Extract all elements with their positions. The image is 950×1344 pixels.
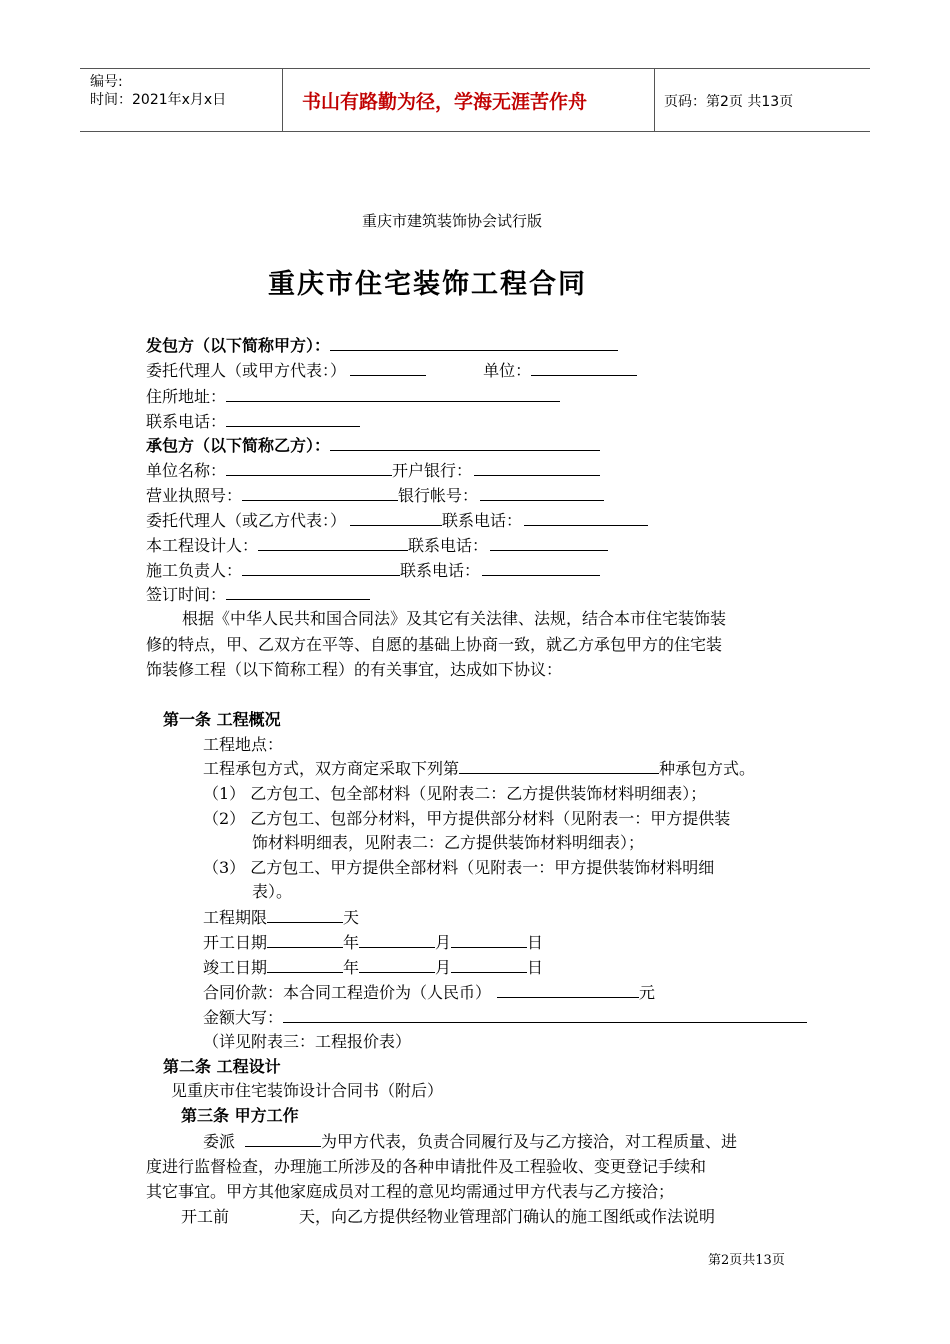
party-a-row xyxy=(146,333,618,356)
option-1: （1） 乙方包工、包全部材料（见附表二：乙方提供装饰材料明细表）； xyxy=(203,784,707,803)
price-row xyxy=(203,980,655,1003)
sign-time-label: 签订时间： xyxy=(146,585,227,604)
period-row xyxy=(203,905,359,928)
party-b-label: 承包方（以下简称乙方）： xyxy=(146,436,331,455)
start-day-field[interactable] xyxy=(451,932,527,948)
location-label: 工程地点： xyxy=(203,735,284,754)
amount-field[interactable] xyxy=(283,1007,807,1023)
price-field[interactable] xyxy=(497,982,639,998)
doc-subtitle: 重庆市建筑装饰协会试行版 xyxy=(362,212,543,230)
article3-line: 度进行监督检查，办理施工所涉及的各种申请批件及工程验收、变更登记手续和 xyxy=(146,1157,707,1176)
party-b-field[interactable] xyxy=(330,435,600,451)
month-label: 月 xyxy=(435,933,452,952)
end-year-field[interactable] xyxy=(267,957,343,973)
designer-label: 本工程设计人： xyxy=(146,536,259,555)
period-unit: 天 xyxy=(343,908,360,927)
article1-heading: 第一条 工程概况 xyxy=(163,710,281,729)
designer-field[interactable] xyxy=(258,535,408,551)
year-label: 年 xyxy=(343,933,360,952)
unit-label: 单位： xyxy=(483,361,532,380)
header-motto: 书山有路勤为径，学海无涯苦作舟 xyxy=(302,91,588,113)
article3-line: 其它事宜。甲方其他家庭成员对工程的意见均需通过甲方代表与乙方接洽； xyxy=(146,1182,675,1201)
agent-b-label: 委托代理人（或乙方代表：） xyxy=(146,511,347,530)
article3-p1-row xyxy=(203,1129,737,1152)
amount-row xyxy=(203,1005,807,1028)
bank-label: 开户银行： xyxy=(392,461,473,480)
end-month-field[interactable] xyxy=(359,957,435,973)
day-label: 日 xyxy=(527,958,544,977)
construction-lead-row xyxy=(146,558,600,581)
bank-field[interactable] xyxy=(474,460,600,476)
header-time: 时间：2021年x月x日 xyxy=(90,92,227,108)
agent-a-row xyxy=(146,358,637,381)
agent-b-field[interactable] xyxy=(350,510,442,526)
header-page: 页码：第2页 共13页 xyxy=(664,94,794,110)
start-year-field[interactable] xyxy=(267,932,343,948)
license-field[interactable] xyxy=(242,485,398,501)
license-row xyxy=(146,483,604,506)
designer-row xyxy=(146,533,608,556)
month-label: 月 xyxy=(435,958,452,977)
agent-b-phone-label: 联系电话： xyxy=(442,511,523,530)
phone-label: 联系电话： xyxy=(146,412,227,431)
option-3: （3） 乙方包工、甲方提供全部材料（见附表一：甲方提供装饰材料明细 xyxy=(203,858,715,877)
address-row xyxy=(146,384,560,407)
agent-a-field[interactable] xyxy=(350,360,426,376)
unit-name-field[interactable] xyxy=(226,460,392,476)
appoint-text: 为甲方代表，负责合同履行及与乙方接洽，对工程质量、进 xyxy=(321,1132,738,1151)
phone-row xyxy=(146,409,360,432)
option-2-cont: 饰材料明细表，见附表二：乙方提供装饰材料明细表）； xyxy=(252,833,645,852)
construction-lead-phone-field[interactable] xyxy=(482,560,600,576)
price-label: 合同价款：本合同工程造价为（人民币） xyxy=(203,983,492,1002)
header-divider xyxy=(654,69,655,131)
sign-time-row xyxy=(146,582,370,605)
mode-row xyxy=(203,756,755,779)
start-month-field[interactable] xyxy=(359,932,435,948)
start-date-row xyxy=(203,930,543,953)
address-label: 住所地址： xyxy=(146,387,227,406)
doc-title: 重庆市住宅装饰工程合同 xyxy=(268,269,587,300)
header-number: 编号: xyxy=(90,74,123,90)
construction-lead-field[interactable] xyxy=(242,560,400,576)
header-divider xyxy=(282,69,283,131)
preamble-line: 根据《中华人民共和国合同法》及其它有关法律、法规，结合本市住宅装饰装 xyxy=(182,609,727,628)
party-a-field[interactable] xyxy=(330,335,618,351)
start-label: 开工日期 xyxy=(203,933,268,952)
end-label: 竣工日期 xyxy=(203,958,268,977)
price-unit: 元 xyxy=(639,983,656,1002)
article3-p2-row xyxy=(181,1204,715,1227)
mode-field[interactable] xyxy=(459,758,659,774)
mode-label: 工程承包方式，双方商定采取下列第 xyxy=(203,759,460,778)
end-date-row xyxy=(203,955,543,978)
period-label: 工程期限 xyxy=(203,908,268,927)
sign-time-field[interactable] xyxy=(226,584,370,600)
designer-phone-field[interactable] xyxy=(490,535,608,551)
unit-name-row xyxy=(146,458,600,481)
agent-b-row xyxy=(146,508,648,531)
unit-name-label: 单位名称： xyxy=(146,461,227,480)
year-label: 年 xyxy=(343,958,360,977)
representative-field[interactable] xyxy=(245,1131,321,1147)
phone-field[interactable] xyxy=(226,411,360,427)
day-label: 日 xyxy=(527,933,544,952)
construction-lead-phone-label: 联系电话： xyxy=(400,561,481,580)
construction-lead-label: 施工负责人： xyxy=(146,561,243,580)
appoint-label: 委派 xyxy=(203,1132,236,1151)
end-day-field[interactable] xyxy=(451,957,527,973)
license-label: 营业执照号： xyxy=(146,486,243,505)
agent-b-phone-field[interactable] xyxy=(524,510,648,526)
before-start-text: 天，向乙方提供经物业管理部门确认的施工图纸或作法说明 xyxy=(299,1207,716,1226)
party-a-label: 发包方（以下简称甲方）： xyxy=(146,336,331,355)
before-start-label: 开工前 xyxy=(181,1207,230,1226)
mode-suffix: 种承包方式。 xyxy=(659,759,756,778)
address-field[interactable] xyxy=(226,386,560,402)
preamble-line: 修的特点，甲、乙双方在平等、自愿的基础上协商一致，就乙方承包甲方的住宅装 xyxy=(146,635,723,654)
article3-heading: 第三条 甲方工作 xyxy=(181,1106,299,1125)
period-field[interactable] xyxy=(267,907,343,923)
party-b-row xyxy=(146,433,600,456)
designer-phone-label: 联系电话： xyxy=(408,536,489,555)
account-field[interactable] xyxy=(480,485,604,501)
article2-heading: 第二条 工程设计 xyxy=(163,1057,281,1076)
unit-field[interactable] xyxy=(531,360,637,376)
option-2: （2） 乙方包工、包部分材料，甲方提供部分材料（见附表一：甲方提供装 xyxy=(203,809,731,828)
page-footer: 第2页共13页 xyxy=(708,1253,785,1268)
price-detail: （详见附表三：工程报价表） xyxy=(203,1032,412,1051)
account-label: 银行帐号： xyxy=(398,486,479,505)
article2-text: 见重庆市住宅装饰设计合同书（附后） xyxy=(171,1081,444,1100)
preamble-line: 饰装修工程（以下简称工程）的有关事宜，达成如下协议： xyxy=(146,660,563,679)
option-3-cont: 表）。 xyxy=(252,882,293,901)
agent-a-label: 委托代理人（或甲方代表：） xyxy=(146,361,347,380)
amount-label: 金额大写： xyxy=(203,1008,284,1027)
